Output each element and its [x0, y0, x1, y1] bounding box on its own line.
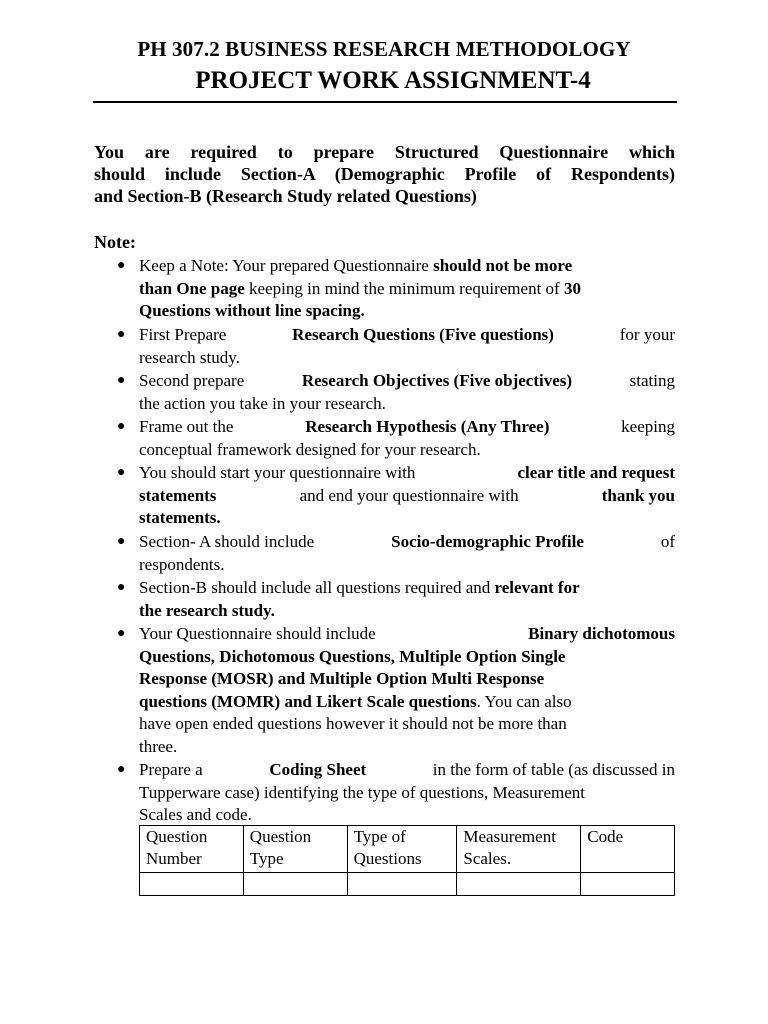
- course-title: PH 307.2 BUSINESS RESEARCH METHODOLOGY: [137, 37, 631, 61]
- list-item: ● First Prepare Research Questions (Five questions) for your research study.: [117, 325, 675, 367]
- list-item: ● Section- A should include Socio-demographic Profile of respondents.: [117, 532, 675, 574]
- bullet-icon: ●: [117, 327, 126, 342]
- table-header-cell: Question Number: [140, 826, 244, 873]
- list-item: ● Keep a Note: Your prepared Questionnaire should not be more than One page keeping in mind the minimum requirement of 30 Questions without line spacing.: [117, 256, 581, 321]
- note-heading: Note:: [94, 232, 136, 252]
- list-item: ● Section-B should include all questions required and relevant for the research study.: [117, 578, 580, 620]
- table-row: [140, 873, 675, 896]
- table-cell: [243, 873, 347, 896]
- bullet-icon: ●: [117, 626, 126, 641]
- intro-paragraph: [94, 141, 675, 207]
- table-cell: [347, 873, 457, 896]
- bullet-icon: ●: [117, 580, 126, 595]
- table-cell: [581, 873, 675, 896]
- list-item: ● You should start your questionnaire with clear title and request statements and end your questionnaire with thank you statements.: [117, 463, 675, 528]
- bullet-icon: ●: [117, 373, 126, 388]
- list-item: ● Your Questionnaire should include Binary dichotomous Questions, Dichotomous Questions, Multiple Option Single Response (MOSR) and Multiple Option Multi Response questions (MOMR) and Likert Scale questions. You can also have open ended questions however it should not be more than three.: [117, 624, 675, 756]
- list-item: ● Second prepare Research Objectives (Five objectives) stating the action you take in your research.: [117, 371, 675, 413]
- bullet-icon: ●: [117, 465, 126, 480]
- title-divider: [93, 101, 677, 103]
- bullet-icon: ●: [117, 258, 126, 273]
- bullet-icon: ●: [117, 762, 126, 777]
- table-header-cell: Code: [581, 826, 675, 873]
- list-item: ● Frame out the Research Hypothesis (Any Three) keeping conceptual framework designed for your research.: [117, 417, 675, 459]
- table-header-cell: Question Type: [243, 826, 347, 873]
- assignment-title: PROJECT WORK ASSIGNMENT-4: [195, 67, 591, 94]
- table-cell: [140, 873, 244, 896]
- table-header-cell: Measurement Scales.: [457, 826, 581, 873]
- coding-sheet-table: [139, 825, 675, 896]
- list-item: ● Prepare a Coding Sheet in the form of table (as discussed in Tupperware case) identifying the type of questions, Measurement Scales and code.: [117, 760, 675, 825]
- table-header-row: [140, 826, 675, 873]
- table-header-cell: Type of Questions: [347, 826, 457, 873]
- intro-line: should include Section-A (Demographic Profile of Respondents): [94, 164, 675, 184]
- bullet-icon: ●: [117, 534, 126, 549]
- intro-line: You are required to prepare Structured Questionnaire which: [94, 142, 675, 162]
- bullet-icon: ●: [117, 419, 126, 434]
- intro-line: and Section-B (Research Study related Questions): [94, 186, 477, 206]
- table-cell: [457, 873, 581, 896]
